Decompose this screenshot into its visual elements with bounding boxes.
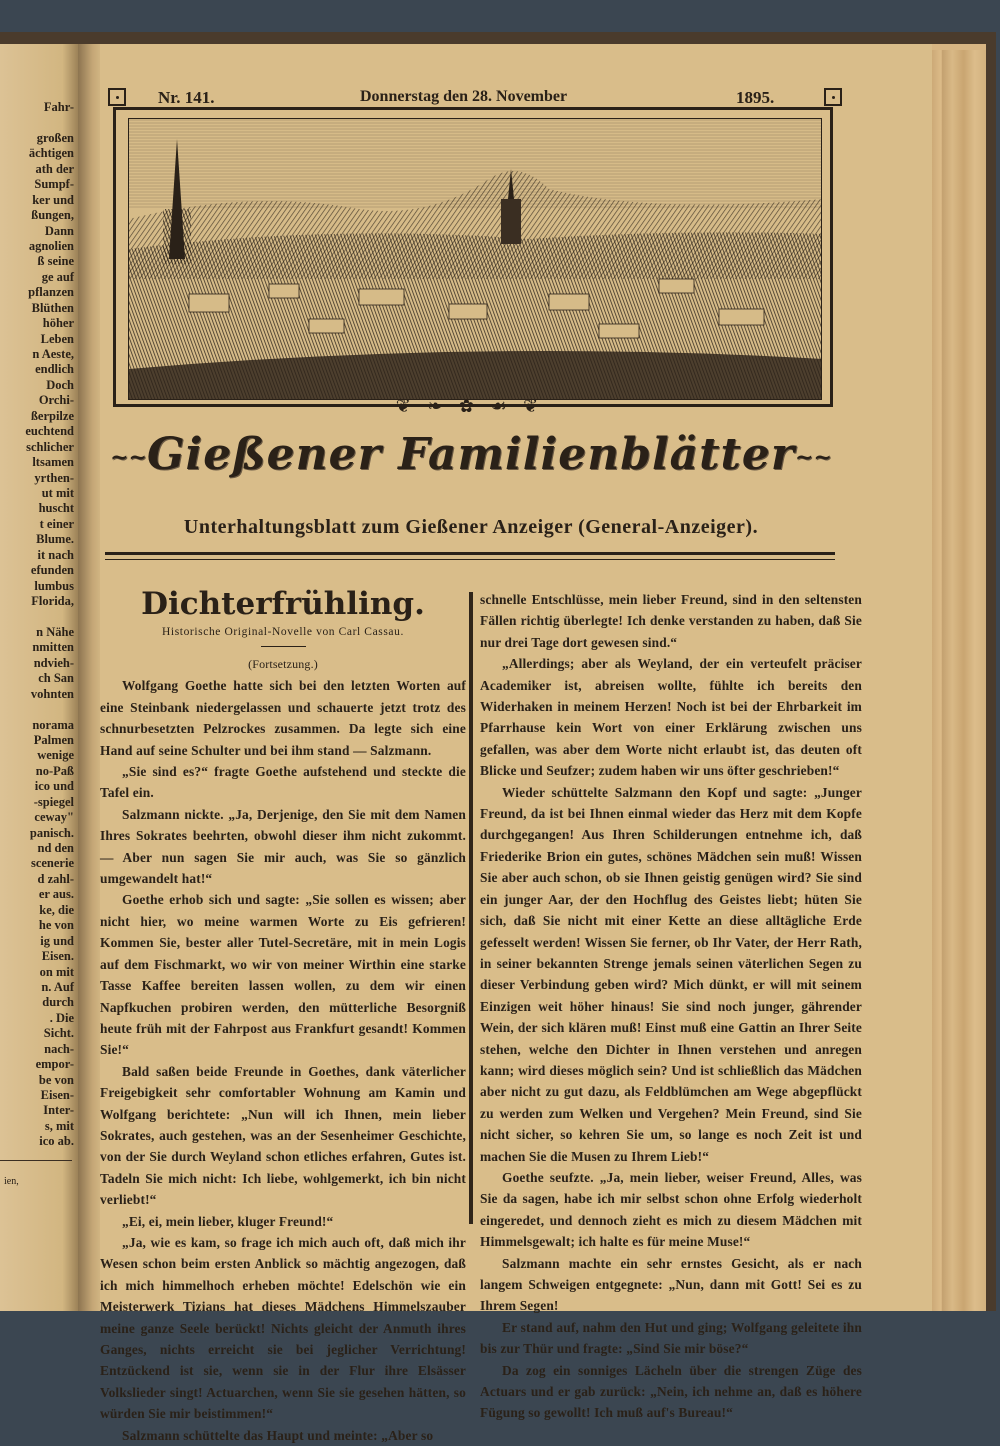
article-title: Dichterfrühling. — [141, 586, 425, 622]
fragment-line: er aus. — [38, 887, 74, 902]
fragment-line: Eisen. — [41, 949, 74, 964]
fragment-line: it nach — [37, 547, 74, 562]
fragment-line: Doch — [46, 377, 74, 392]
article-left-column — [100, 654, 466, 1446]
paragraph: Goethe erhob sich und sagte: „Sie sollen es wissen; aber nicht hier, wo meine warmen Worte zu Eis gefrieren! Kommen Sie, bester aller Tutel-Secretäre, mit in mein Logis auf dem Fischmarkt, wo wir von meiner Wirthin eine starke Tasse Kaffee bereiten lassen wollen, zu dem wir einen Napfkuchen probiren werden, den mütterliche Besorgniß heute früh mit der Fahrpost aus Frankfurt gesandt! Kommen Sie!“ — [100, 892, 466, 1058]
city-panorama-illustration — [128, 118, 822, 400]
fragment-line: ndvieh- — [33, 655, 74, 670]
newspaper-title: ~~Gießener Familienblätter~~ — [110, 429, 832, 480]
fragment-line: agnolien — [28, 238, 74, 253]
issue-number: Nr. 141. — [158, 88, 215, 107]
fragment-line: nach- — [44, 1041, 74, 1056]
column-divider — [469, 592, 473, 1224]
paragraph: Er stand auf, nahm den Hut und ging; Wolfgang geleitete ihn bis zur Thür und fragte: „Sind Sie mir böse?“ — [480, 1319, 862, 1357]
issue-year: 1895. — [736, 88, 775, 107]
paragraph: Wieder schüttelte Salzmann den Kopf und sagte: „Junger Freund, da ist bei Ihnen einmal wieder das Herz mit dem Kopfe durchgegangen! Aus Ihren Schilderungen entnehme ich, daß Friederike Brion ein gutes, schönes Mädchen sein muß! Wissen Sie aber auch schon, ob sie Ihnen geistig genügen wird? Sie sind ein junger Aar, der den Hochflug des Geistes liebt; hüten Sie sich, daß Sie nicht mit einer Kette an diese alltägliche Erde gefesselt werden! Wissen Sie ferner, ob Ihr Vater, der Herr Rath, in seiner bekannten Strenge jemals seinen väterlichen Segen zu dieser Verbindung geben wird? Mich dünkt, er will mit seinem Einzigen weit höher hinaus! Sie sind noch junger, gährender Wein, der sich klären muß! Einst muß eine Gattin an Ihrer Seite stehen, welche den Dichter in Ihnen verstehen und anregen kann; wird dieses möglich sein? Und ist schließlich das Mädchen aber nicht zu gut dazu, als Feldblümchen am Wege abgepflückt zu werden zum Welken und Vergehen? Mein Freund, sind Sie nicht sicher, so kehren Sie um, so lange es noch Zeit ist und machen Sie die Musen zu Ihrem Lieb!“ — [480, 784, 862, 1164]
fragment-line: ß seine — [37, 254, 74, 269]
fragment-line: vohnten — [30, 686, 74, 701]
fragment-line: -spiegel — [33, 794, 74, 809]
article-right-column — [480, 589, 862, 1424]
fragment-line: ächtigen — [28, 146, 74, 161]
fragment-line: n Nähe — [36, 624, 74, 639]
fragment-line: norama — [32, 717, 74, 732]
fragment-line: ge auf — [41, 269, 74, 284]
paragraph: Bald saßen beide Freunde in Goethes, dank väterlicher Freigebigkeit sehr comfortabler Wohnung am Kamin und Wolfgang berichtete: „Nun will ich Ihnen, mein lieber Sokrates, auch gestehen, was an der Sesenheimer Geschichte, von der Sie durch Weyland schon etliches erfahren, Gutes ist. Tadeln Sie mich nicht: Ich liebe, wohlgemerkt, ich bin nicht verliebt!“ — [100, 1063, 466, 1208]
fragment-line: on mit — [39, 964, 74, 979]
fragment-line: lumbus — [34, 578, 74, 593]
fragment-line: ceway" — [34, 810, 74, 825]
left-page-text-fragments — [0, 100, 74, 1150]
paragraph: „Ei, ei, mein lieber, kluger Freund!“ — [122, 1213, 334, 1229]
fragment-line: wenige — [37, 748, 74, 763]
fragment-line: n Aeste, — [32, 347, 74, 361]
fragment-line: ke, die — [39, 902, 74, 917]
newspaper-subtitle: Unterhaltungsblatt zum Gießener Anzeiger (General-Anzeiger). — [183, 516, 759, 538]
fragment-line: ch San — [38, 671, 74, 686]
fragment-line: schlicher — [26, 439, 74, 454]
frame-corner-ornament — [824, 88, 842, 106]
fragment-line: d zahl- — [37, 871, 74, 886]
fragment-line: Leben — [40, 331, 74, 346]
paragraph: „Allerdings; aber als Weyland, der ein verteufelt präciser Academiker ist, abreisen wollte, fühlte ich bereits den Widerhaken in meinem Herzen! Noch ist bei der Ehrbarkeit im Pfarrhause kein Wort von einer Erklärung zwischen uns gefallen, was aber dem Worte nicht erlaubt ist, das deuten oft Blicke und Seufzer; zudem haben wir uns öfter geschrieben!“ — [480, 656, 862, 779]
fragment-line: n. Auf — [41, 979, 74, 994]
paragraph: Salzmann nickte. „Ja, Derjenige, den Sie mit dem Namen Ihres Sokrates beehrten, obwohl dieser ihm nicht zukommt. — Aber nun sagen Sie mir auch, was Sie so gänzlich umgewandelt hat!“ — [100, 806, 466, 887]
paragraph: Da zog ein sonniges Lächeln über die strengen Züge des Actuars und er gab zurück: „Nein, ich nehme an, daß es höhere Fügung so gewollt! Ich muß auf's Bureau!“ — [480, 1362, 862, 1421]
page-edges — [930, 50, 986, 1311]
fragment-line: ico und — [34, 779, 74, 794]
fragment-line: Eisen- — [40, 1088, 74, 1102]
fragment-line: scenerie — [30, 856, 74, 871]
paragraph: Goethe seufzte. „Ja, mein lieber, weiser Freund, Alles, was Sie da sagen, habe ich mir selbst schon ohne Erfolg wiederholt eingeredet, und dennoch zieht es mich zu diesem Mädchen mit Himmelsgewalt; ich halte es für meine Muse!“ — [480, 1169, 862, 1250]
fragment-line: endlich — [35, 362, 74, 377]
fragment-line: Florida, — [31, 594, 74, 608]
double-rule — [105, 552, 835, 560]
issue-date: Donnerstag den 28. November — [360, 88, 568, 105]
fragment-line: durch — [42, 995, 74, 1010]
fragment-line: panisch. — [29, 825, 74, 840]
fragment-line — [0, 702, 74, 717]
fragment-line: ath der — [35, 161, 74, 176]
fragment-line: nd den — [37, 841, 74, 855]
fragment-line: großen — [36, 130, 74, 145]
fragment-line: nmitten — [32, 640, 74, 655]
masthead-top-line — [108, 88, 838, 108]
fragment-line: ßerpilze — [30, 408, 74, 423]
fragment-line: Inter- — [43, 1103, 74, 1118]
fragment-line: yrthen- — [34, 470, 74, 485]
paragraph: schnelle Entschlüsse, mein lieber Freund, sind in den seltensten Fällen richtig überlegte! Ich denke verstanden zu haben, daß Sie nur drei Tage dort gewesen sind.“ — [480, 592, 862, 650]
continuation-note: (Fortsetzung.) — [248, 657, 318, 671]
fragment-line: ico ab. — [39, 1134, 74, 1149]
fragment-line: ltsamen — [32, 455, 74, 470]
fragment-line — [0, 115, 74, 130]
fragment-line: ut mit — [41, 485, 74, 500]
fragment-line: ig und — [40, 933, 74, 948]
fragment-line: pflanzen — [28, 285, 74, 300]
fragment-line: Blume. — [36, 532, 74, 547]
book-gutter — [78, 44, 102, 1311]
fragment-line: Sumpf- — [34, 177, 74, 192]
fragment-line: huscht — [38, 501, 74, 516]
fragment-line: Fahr- — [43, 100, 74, 114]
fragment-line: höher — [42, 316, 74, 331]
fragment-line: Blüthen — [31, 300, 74, 315]
paragraph: „Sie sind es?“ fragte Goethe aufstehend und steckte die Tafel ein. — [100, 764, 466, 801]
fragment-line: Dann — [44, 223, 74, 238]
fragment-line: . Die — [49, 1010, 74, 1025]
paragraph: Wolfgang Goethe hatte sich bei den letzten Worten auf eine Steinbank niedergelassen und schauerte jetzt trotz des schnurbesetzten Pelzrockes zusammen. Da legte sich eine Hand auf seine Schulter und bei ihm stand — Salzmann. — [100, 678, 466, 758]
left-page-footer: ien, — [4, 1176, 19, 1187]
paragraph: „Ja, wie es kam, so frage ich mich auch oft, daß mich ihr Wesen schon beim ersten Anblick so mächtig angezogen, daß ich mich himmelhoch erheben möchte! Edelschön wie ein Meisterwerk Tizians hat dieses Mädchens Himmelszauber meine ganze Seele berückt! Nichts gleicht der Anmuth ihres Ganges, nichts erreicht sie bei jeglicher Verrichtung! Entzückend ist sie, wenn sie in der Flur ihre Elsässer Volkslieder singt! Actuarchen, wenn Sie sie gesehen hätten, so würden Sie mir beistimmen!“ — [100, 1234, 466, 1422]
fragment-line: Sicht. — [43, 1026, 74, 1041]
fragment-line: be von — [38, 1072, 74, 1087]
fragment-line — [0, 609, 74, 624]
title-rule — [261, 646, 306, 647]
fragment-line: t einer — [39, 516, 74, 531]
fragment-line: s, mit — [44, 1118, 74, 1133]
fragment-line: Palmen — [33, 732, 74, 747]
paragraph: Salzmann machte ein sehr ernstes Gesicht, als er nach langem Schweigen entgegnete: „Nun, dann mit Gott! Sei es zu Ihrem Segen! — [480, 1255, 862, 1314]
fragment-line: empor- — [35, 1057, 74, 1072]
fragment-line: ker und — [32, 192, 74, 207]
article-byline: Historische Original-Novelle von Carl Cassau. — [162, 626, 404, 638]
flourish-ornament: ❦ ❧ ✿ ☙ ❦ — [395, 396, 545, 416]
fragment-line: Orchi- — [38, 393, 74, 408]
fragment-line: efunden — [30, 563, 74, 578]
frame-corner-ornament — [108, 88, 126, 106]
fragment-line: euchtend — [25, 424, 74, 439]
left-page-rule — [0, 1160, 72, 1161]
fragment-line: he von — [38, 918, 74, 933]
paragraph: Salzmann schüttelte das Haupt und meinte: „Aber so — [122, 1427, 434, 1443]
fragment-line: no-Paß — [35, 763, 74, 778]
fragment-line: ßungen, — [31, 208, 74, 223]
